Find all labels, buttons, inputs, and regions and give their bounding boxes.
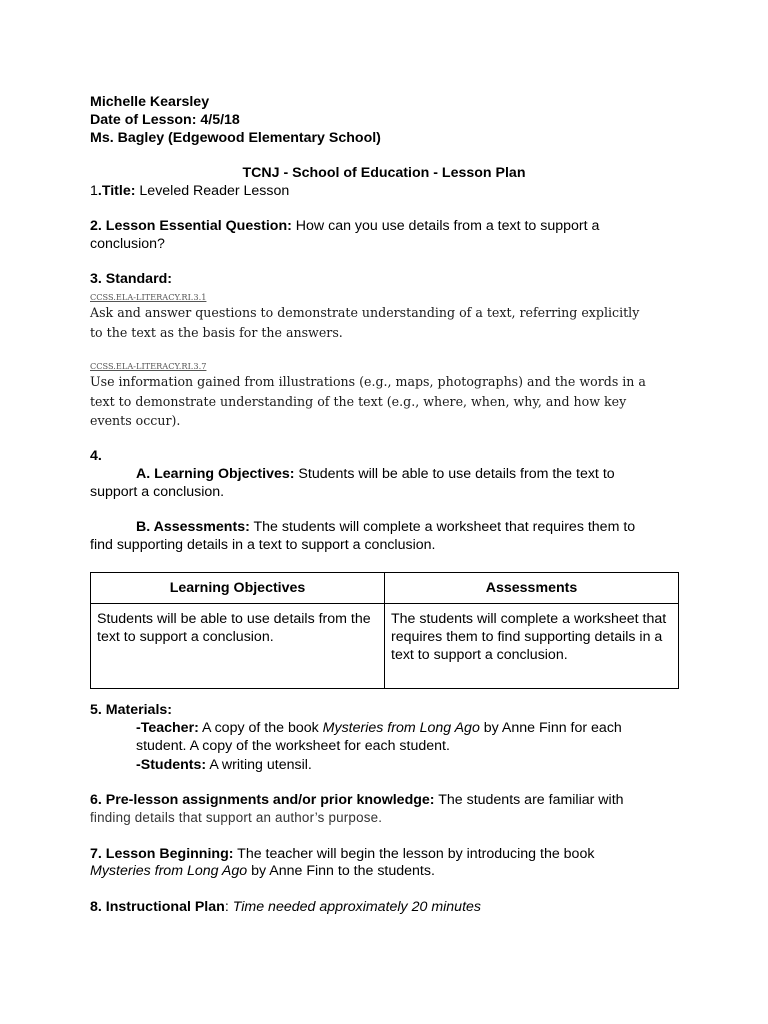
materials-teacher xyxy=(136,719,622,737)
standard-1-line1: Ask and answer questions to demonstrate understanding of a text, referring explicitly xyxy=(90,305,640,320)
lesson-beginning-label: 7. Lesson Beginning: xyxy=(90,846,234,862)
essential-question-line2: conclusion? xyxy=(90,236,165,252)
essential-question xyxy=(90,217,599,235)
book-title: Mysteries from Long Ago xyxy=(322,720,480,736)
section-number: 1 xyxy=(90,183,98,199)
materials-teacher-text2: by Anne Finn for each xyxy=(479,720,622,736)
title-label: .Title: xyxy=(97,183,136,199)
learning-objectives xyxy=(136,465,615,483)
table-cell-objective: Students will be able to use details from the text to support a conclusion. xyxy=(91,604,385,689)
materials-students-label: -Students: xyxy=(136,757,207,773)
assessments-label: B. Assessments: xyxy=(136,519,250,535)
standard-label: 3. Standard: xyxy=(90,271,172,287)
instructional-plan xyxy=(90,898,481,916)
assessments xyxy=(136,518,635,536)
standard-2-line3: events occur). xyxy=(90,413,181,428)
table-header-assessments: Assessments xyxy=(385,573,679,604)
standard-code-2: CCSS.ELA-LITERACY.RI.3.7 xyxy=(90,361,207,371)
objectives-assessments-table xyxy=(90,572,679,689)
standard-1-line2: to the text as the basis for the answers. xyxy=(90,325,343,340)
table-header-objectives: Learning Objectives xyxy=(91,573,385,604)
author-name: Michelle Kearsley xyxy=(90,94,210,110)
prior-knowledge-label: 6. Pre-lesson assignments and/or prior knowledge: xyxy=(90,792,435,808)
materials-students-text: A writing utensil. xyxy=(206,757,312,773)
materials-teacher-text1: A copy of the book xyxy=(198,720,323,736)
cooperating-teacher: Ms. Bagley (Edgewood Elementary School) xyxy=(90,130,381,146)
standard-2-line2: text to demonstrate understanding of the text (e.g., where, when, why, and how key xyxy=(90,394,627,409)
section-4-label: 4. xyxy=(90,448,102,464)
document-title: TCNJ - School of Education - Lesson Plan xyxy=(242,165,526,181)
instructional-plan-time: Time needed approximately 20 minutes xyxy=(228,899,481,915)
title-text: Leveled Reader Lesson xyxy=(135,183,290,199)
lesson-beginning-line2 xyxy=(90,862,435,880)
section-title xyxy=(90,182,289,200)
standard-code-1: CCSS.ELA-LITERACY.RI.3.1 xyxy=(90,292,207,302)
lesson-beginning-text2: by Anne Finn to the students. xyxy=(247,863,435,879)
essential-question-label: 2. Lesson Essential Question: xyxy=(90,218,292,234)
assessments-text: The students will complete a worksheet that requires them to xyxy=(249,519,636,535)
assessments-line2: find supporting details in a text to support a conclusion. xyxy=(90,537,436,553)
lesson-beginning-text: The teacher will begin the lesson by introducing the book xyxy=(233,846,595,862)
prior-knowledge xyxy=(90,791,624,809)
materials-teacher-line2: student. A copy of the worksheet for each student. xyxy=(136,738,450,754)
materials-label: 5. Materials: xyxy=(90,702,173,718)
lesson-date: Date of Lesson: 4/5/18 xyxy=(90,112,240,128)
prior-knowledge-line2: finding details that support an author’s purpose. xyxy=(90,810,383,825)
table-header-row xyxy=(91,573,679,604)
learning-objectives-text: Students will be able to use details from the text to xyxy=(294,466,615,482)
learning-objectives-line2: support a conclusion. xyxy=(90,484,225,500)
table-row xyxy=(91,604,679,689)
instructional-plan-colon: : xyxy=(224,899,229,915)
essential-question-text: How can you use details from a text to support a xyxy=(291,218,600,234)
lesson-beginning-book-title: Mysteries from Long Ago xyxy=(90,863,248,879)
materials-students xyxy=(136,756,312,774)
standard-2-line1: Use information gained from illustrations (e.g., maps, photographs) and the words in a xyxy=(90,374,646,389)
table-cell-assessment: The students will complete a worksheet that requires them to find supporting details in a text to support a conclusion. xyxy=(385,604,679,689)
lesson-beginning xyxy=(90,845,594,863)
prior-knowledge-text: The students are familiar with xyxy=(434,792,624,808)
materials-teacher-label: -Teacher: xyxy=(136,720,199,736)
instructional-plan-label: 8. Instructional Plan xyxy=(90,899,225,915)
learning-objectives-label: A. Learning Objectives: xyxy=(136,466,295,482)
